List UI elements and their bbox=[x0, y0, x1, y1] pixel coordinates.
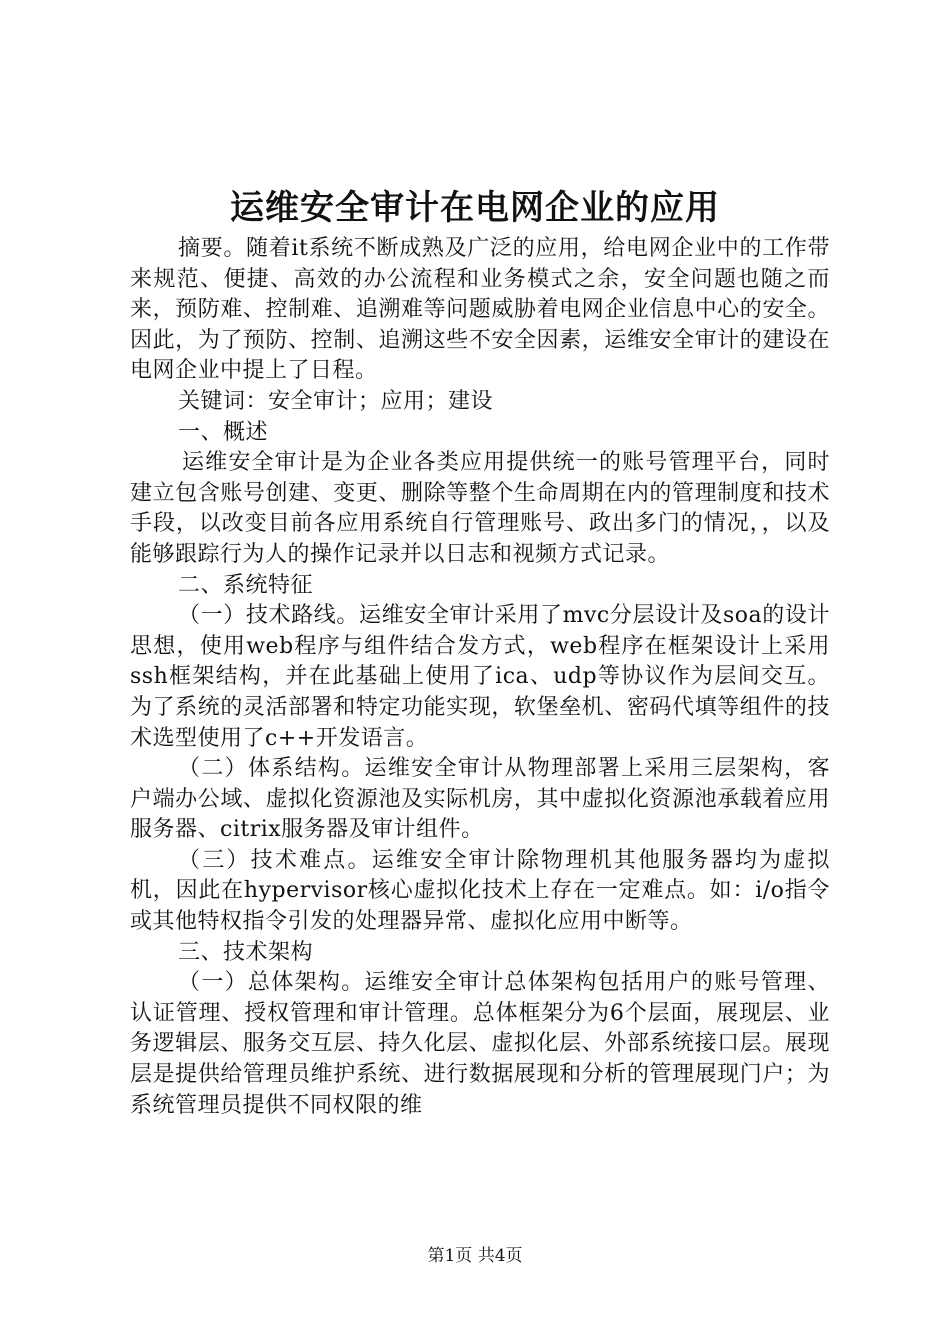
page-footer: 第1页 共4页 bbox=[427, 1246, 523, 1266]
overview-paragraph: 运维安全审计是为企业各类应用提供统一的账号管理平台，同时建立包含账号创建、变更、删除等整个生命周期在内的管理制度和技术手段，以改变目前各应用系统自行管理账号、政出多门的情况，，以及能够跟踪行为人的操作记录并以日志和视频方式记录。 bbox=[130, 450, 830, 567]
abstract-paragraph: 摘要。随着it系统不断成熟及广泛的应用，给电网企业中的工作带来规范、便捷、高效的办公流程和业务模式之余，安全问题也随之而来，预防难、控制难、追溯难等问题威胁着电网企业信息中心的安全。因此，为了预防、控制、追溯这些不安全因素，运维安全审计的建设在电网企业中提上了日程。 bbox=[130, 236, 830, 384]
overall-architecture-paragraph: （一）总体架构。运维安全审计总体架构包括用户的账号管理、认证管理、授权管理和审计管理。总体框架分为6个层面，展现层、业务逻辑层、服务交互层、持久化层、虚拟化层、外部系统接口层。展现层是提供给管理员维护系统、进行数据展现和分析的管理展现门户；为系统管理员提供不同权限的维 bbox=[130, 970, 830, 1118]
tech-route-paragraph: （一）技术路线。运维安全审计采用了mvc分层设计及soa的设计思想，使用web程序与组件结合发方式，web程序在框架设计上采用ssh框架结构，并在此基础上使用了ica、udp等协议作为层间交互。为了系统的灵活部署和特定功能实现，软堡垒机、密码代填等组件的技术选型使用了c++开发语言。 bbox=[130, 603, 830, 751]
keywords-paragraph: 关键词：安全审计；应用；建设 bbox=[178, 388, 494, 414]
section-heading-features: 二、系统特征 bbox=[178, 572, 314, 598]
section-heading-overview: 一、概述 bbox=[178, 419, 269, 445]
section-heading-architecture: 三、技术架构 bbox=[178, 939, 314, 965]
document-title: 运维安全审计在电网企业的应用 bbox=[230, 188, 720, 228]
system-structure-paragraph: （二）体系结构。运维安全审计从物理部署上采用三层架构，客户端办公域、虚拟化资源池及实际机房，其中虚拟化资源池承载着应用服务器、citrix服务器及审计组件。 bbox=[130, 756, 830, 843]
document-body bbox=[130, 234, 830, 1121]
tech-difficulty-paragraph: （三）技术难点。运维安全审计除物理机其他服务器均为虚拟机，因此在hypervisor核心虚拟化技术上存在一定难点。如：i/o指令或其他特权指令引发的处理器异常、虚拟化应用中断等。 bbox=[130, 847, 830, 935]
